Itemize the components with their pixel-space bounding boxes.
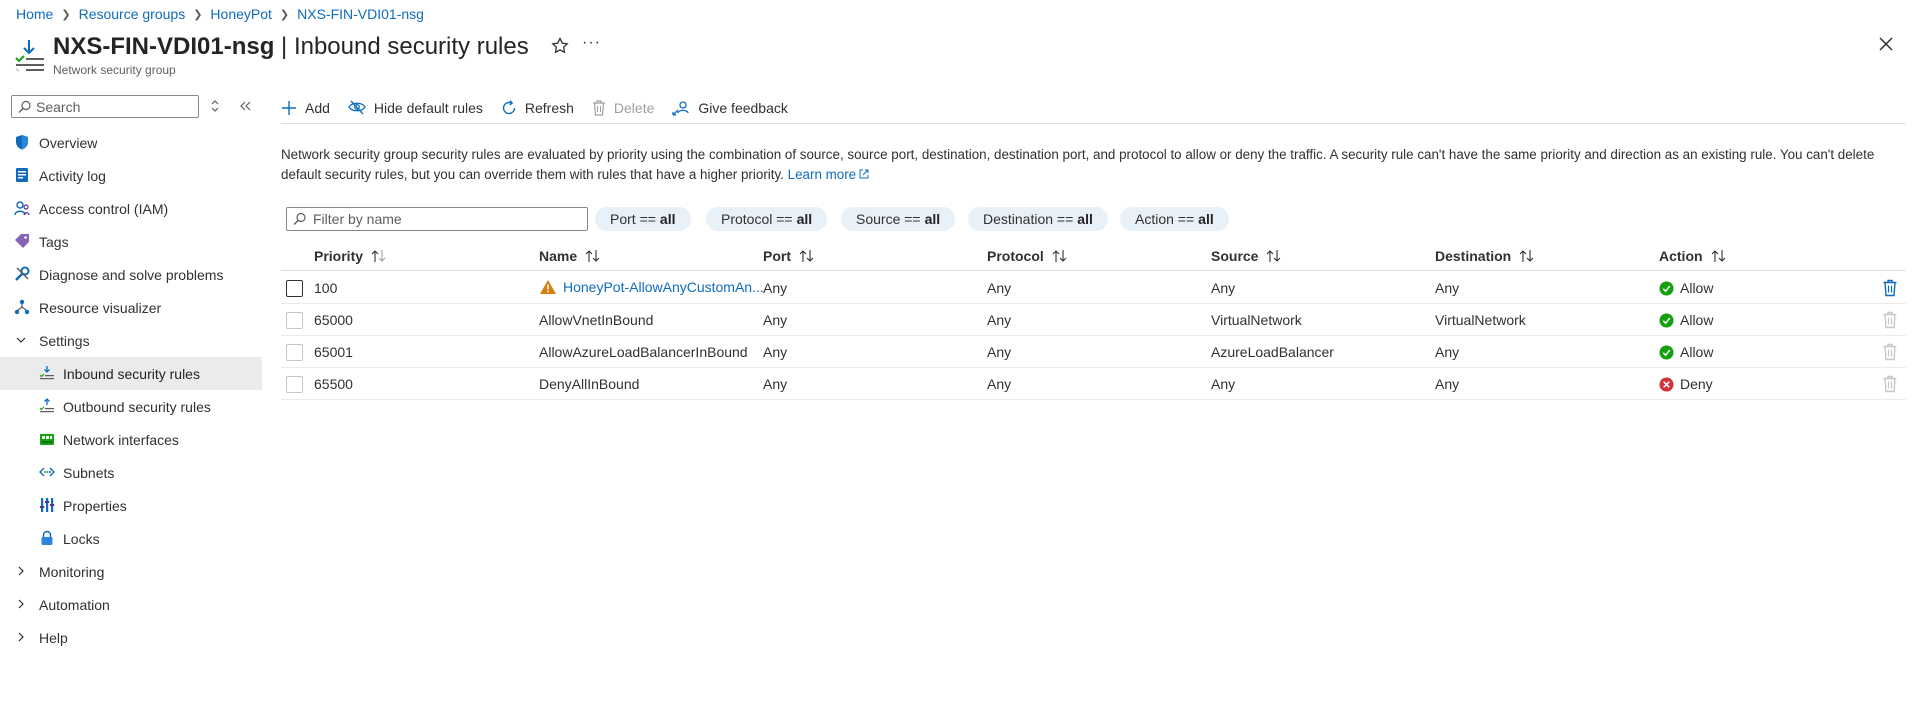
cell-name: AllowAzureLoadBalancerInBound bbox=[539, 344, 748, 360]
cell-priority: 100 bbox=[314, 280, 338, 296]
column-label: Action bbox=[1659, 248, 1703, 264]
delete-row-icon bbox=[1882, 343, 1898, 361]
pill-label: Destination == bbox=[983, 211, 1074, 227]
sidebar-item-inbound-rules[interactable] bbox=[0, 357, 262, 390]
delete-row-icon bbox=[1882, 375, 1898, 393]
sidebar-group-settings[interactable] bbox=[0, 324, 262, 357]
column-label: Destination bbox=[1435, 248, 1512, 264]
action-label: Deny bbox=[1680, 376, 1713, 392]
breadcrumb bbox=[16, 4, 424, 24]
external-link-icon bbox=[859, 169, 869, 179]
chevron-right-icon bbox=[16, 632, 26, 642]
sidebar-item-outbound-rules[interactable] bbox=[0, 390, 262, 423]
pill-label: Source == bbox=[856, 211, 921, 227]
filter-pill-protocol[interactable] bbox=[706, 207, 827, 231]
filter-by-name[interactable] bbox=[286, 207, 588, 231]
column-header-protocol[interactable] bbox=[987, 248, 1068, 264]
cell-action bbox=[1659, 312, 1713, 328]
chevron-right-icon bbox=[16, 599, 26, 609]
chevron-down-icon bbox=[16, 335, 26, 345]
pill-value: all bbox=[659, 211, 676, 227]
sidebar-item-label: Resource visualizer bbox=[39, 299, 162, 316]
graph-icon bbox=[14, 299, 30, 315]
description bbox=[281, 145, 1901, 185]
filter-pill-destination[interactable] bbox=[968, 207, 1108, 231]
cell-protocol: Any bbox=[987, 376, 1012, 392]
allow-check-icon bbox=[1659, 345, 1674, 360]
column-header-source[interactable] bbox=[1211, 248, 1282, 264]
shield-icon bbox=[14, 134, 30, 150]
cell-name: AllowVnetInBound bbox=[539, 312, 654, 328]
cell-port: Any bbox=[763, 376, 788, 392]
give-feedback-button[interactable] bbox=[672, 94, 788, 122]
sidebar-item-label: Outbound security rules bbox=[63, 398, 211, 415]
description-text: Network security group security rules are evaluated by priority using the combination of source, source port, destination, destination port, and protocol to allow or deny the traffic. A security rule can't have the same priority and direction as an existing rule. You can't delete default security rules, but you can override them with rules that have a higher priority. bbox=[281, 147, 1875, 182]
pill-value: all bbox=[1077, 211, 1093, 227]
sidebar-item-access-control[interactable] bbox=[0, 192, 262, 225]
breadcrumb-separator: ❯ bbox=[193, 8, 203, 21]
add-label: Add bbox=[305, 99, 330, 116]
table-row[interactable] bbox=[281, 272, 1906, 304]
filter-pill-source[interactable] bbox=[841, 207, 955, 231]
inbound-rules-icon bbox=[14, 38, 46, 72]
outbound-icon bbox=[39, 398, 55, 414]
sidebar-item-label: Subnets bbox=[63, 464, 115, 481]
cell-source: Any bbox=[1211, 280, 1236, 296]
resource-type-subtitle: Network security group bbox=[53, 63, 176, 77]
refresh-label: Refresh bbox=[524, 99, 574, 116]
cell-source: Any bbox=[1211, 376, 1236, 392]
title-separator: | bbox=[281, 33, 288, 60]
column-label: Priority bbox=[314, 248, 364, 264]
sidebar-item-label: Overview bbox=[39, 134, 98, 151]
inbound-icon bbox=[39, 365, 55, 381]
sort-icon bbox=[585, 249, 601, 263]
sidebar-item-locks[interactable] bbox=[0, 522, 262, 555]
nic-icon bbox=[39, 431, 55, 447]
table-header bbox=[281, 241, 1906, 271]
delete-row-icon[interactable] bbox=[1882, 279, 1898, 297]
action-label: Allow bbox=[1680, 344, 1714, 360]
search-icon bbox=[293, 212, 307, 226]
table-row[interactable] bbox=[281, 304, 1906, 336]
subnet-icon bbox=[39, 464, 55, 480]
cell-action bbox=[1659, 376, 1713, 392]
sidebar-group-monitoring[interactable] bbox=[0, 555, 262, 588]
filter-pill-action[interactable] bbox=[1120, 207, 1229, 231]
row-checkbox[interactable] bbox=[286, 344, 303, 361]
action-label: Allow bbox=[1680, 280, 1714, 296]
pill-label: Action == bbox=[1135, 211, 1195, 227]
cell-action bbox=[1659, 344, 1713, 360]
sidebar-search-input[interactable] bbox=[36, 99, 196, 115]
sidebar-group-label: Settings bbox=[39, 332, 90, 349]
sidebar-item-label: Access control (IAM) bbox=[39, 200, 169, 217]
trash-icon bbox=[592, 100, 606, 116]
column-header-port[interactable] bbox=[763, 248, 815, 264]
breadcrumb-honeypot[interactable]: HoneyPot bbox=[210, 6, 272, 22]
resource-name: NXS-FIN-VDI01-nsg bbox=[53, 33, 275, 60]
plus-icon bbox=[281, 100, 297, 116]
sidebar-item-label: Activity log bbox=[39, 167, 106, 184]
sidebar-item-overview[interactable] bbox=[0, 126, 262, 159]
sort-icon bbox=[1266, 249, 1282, 263]
breadcrumb-separator: ❯ bbox=[279, 8, 290, 21]
sidebar-group-label: Automation bbox=[39, 596, 110, 613]
breadcrumb-separator: ❯ bbox=[61, 8, 71, 21]
row-checkbox[interactable] bbox=[286, 376, 303, 393]
sidebar-item-label: Inbound security rules bbox=[63, 365, 200, 382]
command-bar bbox=[281, 92, 1906, 124]
cell-destination: Any bbox=[1435, 280, 1460, 296]
cell-priority: 65500 bbox=[314, 376, 353, 392]
chevron-right-icon bbox=[16, 566, 26, 576]
delete-row-icon bbox=[1882, 311, 1898, 329]
activity-log-icon bbox=[14, 167, 30, 183]
cell-destination: Any bbox=[1435, 376, 1460, 392]
breadcrumb-resource-groups[interactable]: Resource groups bbox=[78, 6, 186, 22]
cell-protocol: Any bbox=[987, 280, 1012, 296]
sidebar-item-label: Diagnose and solve problems bbox=[39, 266, 224, 283]
cell-priority: 65000 bbox=[314, 312, 353, 328]
sort-icon bbox=[1519, 249, 1535, 263]
delete-button[interactable] bbox=[592, 94, 654, 122]
column-header-action[interactable] bbox=[1659, 248, 1727, 264]
sort-icon bbox=[1052, 249, 1068, 263]
row-checkbox[interactable] bbox=[286, 312, 303, 329]
sidebar-item-properties[interactable] bbox=[0, 489, 262, 522]
pill-value: all bbox=[924, 211, 941, 227]
column-header-priority[interactable] bbox=[314, 248, 387, 264]
properties-icon bbox=[39, 497, 55, 513]
cell-source: AzureLoadBalancer bbox=[1211, 344, 1334, 360]
people-icon bbox=[14, 200, 30, 216]
breadcrumb-nsg[interactable]: NXS-FIN-VDI01-nsg bbox=[297, 6, 424, 22]
column-label: Port bbox=[763, 248, 791, 264]
cell-action bbox=[1659, 280, 1713, 296]
sidebar-search[interactable] bbox=[11, 95, 199, 118]
filter-by-name-input[interactable] bbox=[313, 211, 583, 227]
sort-icon bbox=[1711, 249, 1727, 263]
row-checkbox[interactable] bbox=[286, 280, 303, 297]
sidebar-nav bbox=[0, 126, 262, 654]
pill-value: all bbox=[796, 211, 813, 227]
cell-port: Any bbox=[763, 312, 788, 328]
deny-x-icon bbox=[1659, 377, 1674, 392]
pill-label: Port == bbox=[610, 211, 656, 227]
page-title-text: Inbound security rules bbox=[293, 33, 529, 60]
feedback-icon bbox=[672, 100, 690, 116]
sidebar-group-label: Help bbox=[39, 629, 68, 646]
cell-source: VirtualNetwork bbox=[1211, 312, 1302, 328]
eye-hide-icon bbox=[348, 100, 366, 116]
refresh-button[interactable] bbox=[501, 94, 574, 122]
page-title bbox=[53, 32, 529, 62]
cell-destination: VirtualNetwork bbox=[1435, 312, 1526, 328]
sidebar-item-tags[interactable] bbox=[0, 225, 262, 258]
cell-protocol: Any bbox=[987, 312, 1012, 328]
collapse-sidebar-icon[interactable] bbox=[238, 99, 252, 113]
table-row[interactable] bbox=[281, 368, 1906, 400]
sidebar-group-automation[interactable] bbox=[0, 588, 262, 621]
cell-protocol: Any bbox=[987, 344, 1012, 360]
cell-priority: 65001 bbox=[314, 344, 353, 360]
column-label: Name bbox=[539, 248, 578, 264]
tag-icon bbox=[14, 233, 30, 249]
pill-value: all bbox=[1198, 211, 1214, 227]
pill-label: Protocol == bbox=[721, 211, 793, 227]
column-header-destination[interactable] bbox=[1435, 248, 1535, 264]
search-icon bbox=[18, 100, 32, 114]
sidebar-item-activity-log[interactable] bbox=[0, 159, 262, 192]
column-label: Protocol bbox=[987, 248, 1044, 264]
action-label: Allow bbox=[1680, 312, 1714, 328]
cell-port: Any bbox=[763, 280, 788, 296]
expand-collapse-icon[interactable] bbox=[209, 98, 221, 114]
cell-name bbox=[539, 279, 764, 295]
hide-default-rules-label: Hide default rules bbox=[373, 99, 483, 116]
hide-default-rules-button[interactable] bbox=[348, 94, 483, 122]
sort-ascending-icon bbox=[371, 249, 387, 263]
allow-check-icon bbox=[1659, 313, 1674, 328]
more-options-icon[interactable]: ··· bbox=[582, 34, 601, 51]
sidebar-group-help[interactable] bbox=[0, 621, 262, 654]
sidebar-item-network-interfaces[interactable] bbox=[0, 423, 262, 456]
delete-label: Delete bbox=[613, 99, 655, 116]
cell-destination: Any bbox=[1435, 344, 1460, 360]
refresh-icon bbox=[501, 100, 517, 116]
sidebar-item-label: Properties bbox=[63, 497, 127, 514]
allow-check-icon bbox=[1659, 281, 1674, 296]
sidebar-item-label: Tags bbox=[39, 233, 69, 250]
star-icon[interactable] bbox=[550, 35, 570, 57]
rule-name-link[interactable]: HoneyPot-AllowAnyCustomAn... bbox=[563, 279, 764, 295]
sidebar-item-diagnose[interactable] bbox=[0, 258, 262, 291]
table-row[interactable] bbox=[281, 336, 1906, 368]
sidebar-item-resource-visualizer[interactable] bbox=[0, 291, 262, 324]
close-icon[interactable] bbox=[1876, 34, 1896, 54]
learn-more-link[interactable] bbox=[788, 167, 869, 182]
learn-more-label: Learn more bbox=[787, 167, 857, 182]
cell-port: Any bbox=[763, 344, 788, 360]
column-label: Source bbox=[1211, 248, 1259, 264]
sidebar-item-subnets[interactable] bbox=[0, 456, 262, 489]
filter-pill-port[interactable] bbox=[595, 207, 691, 231]
sidebar-item-label: Network interfaces bbox=[63, 431, 179, 448]
breadcrumb-home[interactable]: Home bbox=[16, 6, 54, 22]
add-button[interactable] bbox=[281, 94, 330, 122]
wrench-icon bbox=[14, 266, 30, 282]
column-header-name[interactable] bbox=[539, 248, 601, 264]
sidebar-item-label: Locks bbox=[63, 530, 100, 547]
sort-icon bbox=[799, 249, 815, 263]
give-feedback-label: Give feedback bbox=[698, 99, 788, 116]
warning-icon bbox=[539, 279, 557, 295]
lock-icon bbox=[39, 530, 55, 546]
sidebar-group-label: Monitoring bbox=[39, 563, 105, 580]
cell-name: DenyAllInBound bbox=[539, 376, 640, 392]
